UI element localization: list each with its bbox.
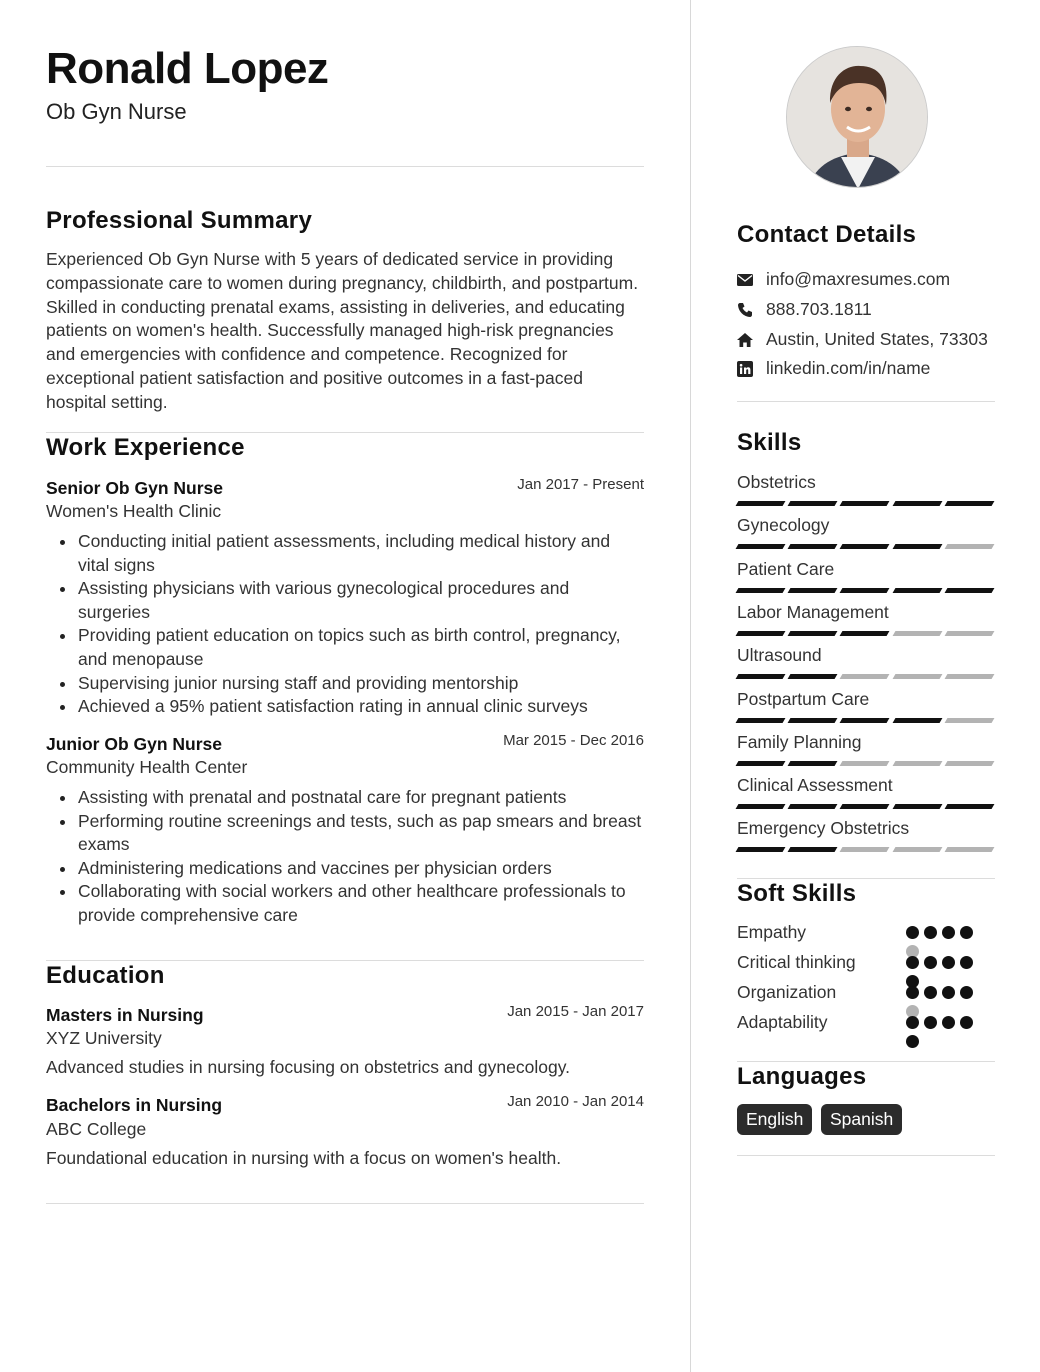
skill-label: Clinical Assessment [737, 775, 893, 795]
skill-level-segment [840, 847, 890, 852]
job-bullets [78, 530, 644, 719]
job-bullet: Performing routine screenings and tests, such as pap smears and breast exams [78, 810, 644, 857]
soft-skills-heading: Soft Skills [737, 880, 857, 907]
degree-title: Bachelors in Nursing [46, 1095, 223, 1115]
skill-level-segment [840, 718, 890, 723]
rating-dot [942, 986, 955, 999]
linkedin-icon [737, 361, 753, 377]
address-text: Austin, United States, 73303 [766, 329, 988, 349]
skill-level-segment [840, 804, 890, 809]
skill-level-segment [788, 501, 838, 506]
job-bullet: Providing patient education on topics such as birth control, pregnancy, and menopause [78, 624, 644, 671]
job-bullet: Administering medications and vaccines per physician orders [78, 857, 644, 881]
profile-photo-illustration [787, 47, 928, 188]
skill-level-segment [944, 847, 994, 852]
skill-level-segment [840, 501, 890, 506]
rating-dot [906, 956, 919, 969]
profile-photo [786, 46, 928, 188]
soft-skill-label: Adaptability [737, 1012, 828, 1032]
degree-description: Advanced studies in nursing focusing on obstetrics and gynecology. [46, 1057, 571, 1077]
skill-level-segment [892, 501, 942, 506]
skill-level-segment [944, 501, 994, 506]
column-divider [690, 0, 691, 1372]
languages-heading: Languages [737, 1063, 867, 1090]
contact-linkedin[interactable] [737, 358, 930, 379]
contact-phone[interactable] [737, 299, 872, 320]
skill-level-segment [788, 718, 838, 723]
skill-level-bar [737, 761, 993, 766]
skill-label: Family Planning [737, 732, 862, 752]
skill-level-bar [737, 501, 993, 506]
contact-address [737, 329, 988, 350]
skill-level-segment [736, 804, 786, 809]
divider [737, 1155, 995, 1156]
linkedin-text: linkedin.com/in/name [766, 358, 931, 378]
skill-level-segment [788, 631, 838, 636]
contact-heading: Contact Details [737, 221, 917, 248]
candidate-title: Ob Gyn Nurse [46, 99, 187, 124]
rating-dot [960, 986, 973, 999]
degree-description: Foundational education in nursing with a focus on women's health. [46, 1148, 562, 1168]
home-icon [737, 332, 753, 348]
school-name: ABC College [46, 1119, 147, 1139]
skill-level-segment [736, 761, 786, 766]
rating-dot [960, 1016, 973, 1029]
rating-dot [960, 926, 973, 939]
skill-level-segment [788, 804, 838, 809]
skill-level-segment [736, 847, 786, 852]
skill-label: Obstetrics [737, 472, 816, 492]
job-title: Senior Ob Gyn Nurse [46, 478, 223, 498]
skill-level-segment [892, 761, 942, 766]
language-tag: English [737, 1104, 812, 1135]
skill-level-segment [892, 631, 942, 636]
skill-level-segment [736, 588, 786, 593]
skill-label: Labor Management [737, 602, 889, 622]
divider [46, 1203, 644, 1204]
rating-dot [960, 956, 973, 969]
divider [46, 960, 644, 961]
skill-level-bar [737, 674, 993, 679]
job-bullets [78, 786, 644, 928]
skill-level-segment [788, 761, 838, 766]
soft-skill-label: Empathy [737, 922, 807, 942]
skill-level-segment [736, 544, 786, 549]
skills-heading: Skills [737, 429, 802, 456]
skill-level-segment [892, 674, 942, 679]
contact-email[interactable] [737, 269, 950, 290]
skill-label: Patient Care [737, 559, 835, 579]
divider [737, 1061, 995, 1062]
job-dates: Jan 2017 - Present [517, 476, 644, 493]
skill-label: Postpartum Care [737, 689, 870, 709]
job-bullet: Collaborating with social workers and other healthcare professionals to provide comprehensive care [78, 880, 644, 927]
rating-dot [924, 956, 937, 969]
skill-level-bar [737, 544, 993, 549]
education-heading: Education [46, 962, 165, 989]
degree-dates: Jan 2015 - Jan 2017 [507, 1003, 644, 1020]
skill-level-segment [788, 674, 838, 679]
candidate-name: Ronald Lopez [46, 44, 329, 93]
school-name: XYZ University [46, 1028, 162, 1048]
skill-level-segment [944, 718, 994, 723]
skill-level-segment [788, 544, 838, 549]
skill-level-segment [788, 588, 838, 593]
skill-level-segment [944, 674, 994, 679]
rating-dot [942, 926, 955, 939]
skill-level-bar [737, 804, 993, 809]
skill-level-segment [840, 588, 890, 593]
rating-dot [906, 1035, 919, 1048]
soft-skill-label: Organization [737, 982, 837, 1002]
skill-level-segment [892, 588, 942, 593]
rating-dot [924, 1016, 937, 1029]
skill-level-segment [736, 501, 786, 506]
rating-dot [924, 926, 937, 939]
job-company: Community Health Center [46, 757, 248, 777]
skill-level-segment [736, 631, 786, 636]
skill-level-segment [892, 847, 942, 852]
skill-level-segment [736, 674, 786, 679]
job-bullet: Conducting initial patient assessments, including medical history and vital signs [78, 530, 644, 577]
envelope-icon [737, 272, 753, 288]
skill-level-segment [840, 631, 890, 636]
phone-text: 888.703.1811 [766, 299, 872, 319]
email-text: info@maxresumes.com [766, 269, 951, 289]
divider [737, 401, 995, 402]
divider [737, 878, 995, 879]
skill-level-bar [737, 847, 993, 852]
summary-text: Experienced Ob Gyn Nurse with 5 years of dedicated service in providing compassionate care to women during pregnancy, childbirth, and postpartum. Skilled in conducting prenatal exams, assisting in deliveries, and educating patients on women's health. Successfully managed high-risk pregnancies and emergencies with confidence and competence. Recognized for exceptional patient satisfaction and positive outcomes in a fast-paced hospital setting. [46, 249, 639, 412]
rating-dot [906, 1016, 919, 1029]
divider [46, 166, 644, 167]
experience-heading: Work Experience [46, 434, 245, 461]
skill-level-segment [944, 761, 994, 766]
rating-dot [942, 956, 955, 969]
job-bullet: Assisting physicians with various gynecological procedures and surgeries [78, 577, 644, 624]
rating-dot [942, 1016, 955, 1029]
skill-level-segment [840, 761, 890, 766]
skill-level-bar [737, 631, 993, 636]
skill-label: Ultrasound [737, 645, 822, 665]
skill-level-segment [944, 544, 994, 549]
rating-dot [906, 986, 919, 999]
soft-skill-label: Critical thinking [737, 952, 856, 972]
skill-level-segment [788, 847, 838, 852]
skill-level-segment [944, 588, 994, 593]
skill-level-segment [736, 718, 786, 723]
skill-level-bar [737, 718, 993, 723]
skill-level-bar [737, 588, 993, 593]
job-bullet: Assisting with prenatal and postnatal care for pregnant patients [78, 786, 644, 810]
skill-level-segment [840, 544, 890, 549]
skill-label: Gynecology [737, 515, 830, 535]
phone-icon [737, 302, 753, 318]
skill-level-segment [892, 544, 942, 549]
skill-level-segment [892, 718, 942, 723]
summary-heading: Professional Summary [46, 207, 313, 234]
rating-dot [924, 986, 937, 999]
rating-dot [906, 926, 919, 939]
skill-level-segment [944, 631, 994, 636]
skill-level-segment [840, 674, 890, 679]
job-bullet: Supervising junior nursing staff and providing mentorship [78, 672, 644, 696]
job-company: Women's Health Clinic [46, 501, 222, 521]
language-tag: Spanish [821, 1104, 902, 1135]
job-dates: Mar 2015 - Dec 2016 [503, 732, 644, 749]
skill-level-segment [944, 804, 994, 809]
degree-dates: Jan 2010 - Jan 2014 [507, 1093, 644, 1110]
skill-level-segment [892, 804, 942, 809]
divider [46, 432, 644, 433]
job-bullet: Achieved a 95% patient satisfaction rating in annual clinic surveys [78, 695, 644, 719]
degree-title: Masters in Nursing [46, 1005, 204, 1025]
job-title: Junior Ob Gyn Nurse [46, 734, 222, 754]
skill-label: Emergency Obstetrics [737, 818, 910, 838]
